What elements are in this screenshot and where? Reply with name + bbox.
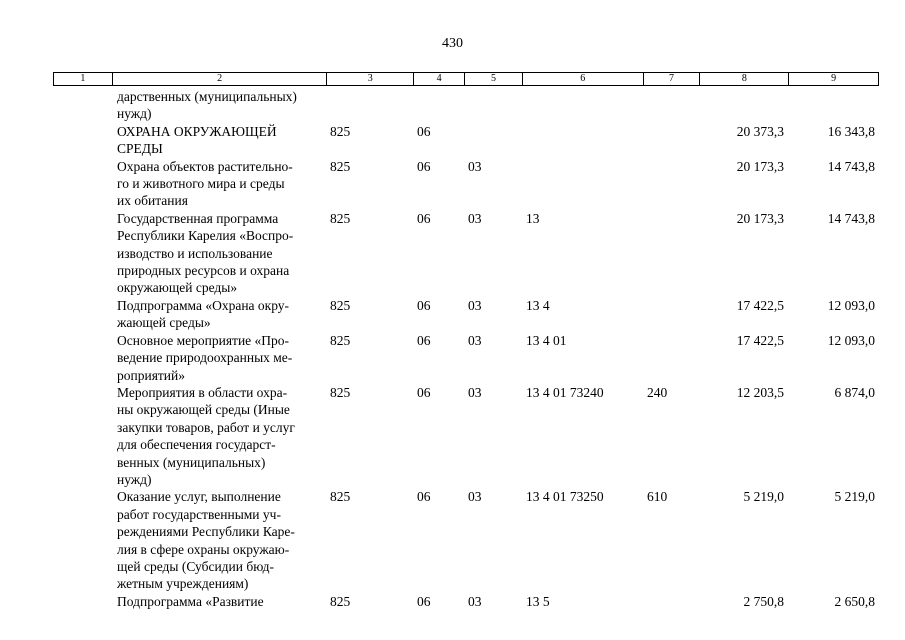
table-row bbox=[53, 297, 879, 332]
header-col-3: 3 bbox=[326, 73, 413, 85]
cell-name bbox=[111, 158, 326, 210]
cell-c9 bbox=[789, 88, 879, 123]
table-row bbox=[53, 88, 879, 123]
name-line: Основное мероприятие «Про- bbox=[117, 332, 290, 348]
cell-c5: 03 bbox=[468, 158, 482, 174]
cell-c8: 2 750,8 bbox=[743, 593, 784, 609]
cell-c3: 825 bbox=[330, 593, 351, 609]
cell-c7 bbox=[643, 297, 700, 332]
header-col-2: 2 bbox=[112, 73, 326, 85]
cell-name bbox=[111, 332, 326, 384]
cell-c8: 20 373,3 bbox=[736, 123, 784, 139]
name-line: работ государственными уч- bbox=[117, 506, 281, 522]
table-row bbox=[53, 123, 879, 158]
cell-c6: 13 5 bbox=[526, 593, 550, 609]
cell-c5: 03 bbox=[468, 384, 482, 400]
cell-name bbox=[111, 297, 326, 332]
name-line: для обеспечения государст- bbox=[117, 437, 276, 453]
cell-col-1 bbox=[53, 210, 111, 297]
cell-c8: 17 422,5 bbox=[736, 297, 784, 313]
header-col-7: 7 bbox=[643, 73, 700, 85]
cell-col-1 bbox=[53, 158, 111, 210]
cell-c4: 06 bbox=[417, 158, 431, 174]
cell-col-1 bbox=[53, 88, 111, 123]
header-col-4: 4 bbox=[413, 73, 464, 85]
cell-c3: 825 bbox=[330, 210, 351, 226]
cell-c8: 20 173,3 bbox=[736, 210, 784, 226]
cell-c3: 825 bbox=[330, 158, 351, 174]
cell-c9: 14 743,8 bbox=[827, 210, 875, 226]
cell-c9: 14 743,8 bbox=[827, 158, 875, 174]
cell-c7 bbox=[643, 158, 700, 210]
cell-col-1 bbox=[53, 488, 111, 592]
cell-col-1 bbox=[53, 297, 111, 332]
cell-c6 bbox=[522, 88, 643, 123]
page-number: 430 bbox=[442, 36, 463, 51]
name-line: Республики Карелия «Воспро- bbox=[117, 228, 294, 244]
cell-c7 bbox=[643, 210, 700, 297]
cell-c8: 20 173,3 bbox=[736, 158, 784, 174]
header-col-5: 5 bbox=[464, 73, 522, 85]
cell-col-1 bbox=[53, 123, 111, 158]
cell-c8: 5 219,0 bbox=[743, 489, 784, 505]
cell-c5: 03 bbox=[468, 332, 482, 348]
cell-c6: 13 4 01 73240 bbox=[526, 384, 604, 400]
cell-c5: 03 bbox=[468, 593, 482, 609]
cell-name bbox=[111, 210, 326, 297]
cell-c3: 825 bbox=[330, 384, 351, 400]
table-header bbox=[53, 72, 879, 86]
table-row bbox=[53, 332, 879, 384]
name-line: Мероприятия в области охра- bbox=[117, 384, 288, 400]
name-line: ны окружающей среды (Иные bbox=[117, 402, 290, 418]
cell-name bbox=[111, 384, 326, 488]
cell-c4: 06 bbox=[417, 123, 431, 139]
cell-c5: 03 bbox=[468, 489, 482, 505]
cell-name bbox=[111, 593, 326, 610]
name-line: их обитания bbox=[117, 193, 188, 209]
cell-c9: 6 874,0 bbox=[834, 384, 875, 400]
cell-name bbox=[111, 123, 326, 158]
cell-col-1 bbox=[53, 593, 111, 610]
name-line: Оказание услуг, выполнение bbox=[117, 489, 281, 505]
name-line: жающей среды» bbox=[117, 315, 211, 331]
name-line: го и животного мира и среды bbox=[117, 176, 285, 192]
name-line: Охрана объектов растительно- bbox=[117, 158, 293, 174]
cell-c9: 12 093,0 bbox=[827, 297, 875, 313]
table-row bbox=[53, 384, 879, 488]
cell-c7 bbox=[643, 123, 700, 158]
name-line: природных ресурсов и охрана bbox=[117, 263, 290, 279]
name-line: нужд) bbox=[117, 471, 152, 487]
name-line: Подпрограмма «Развитие bbox=[117, 593, 264, 609]
header-col-1: 1 bbox=[80, 73, 86, 84]
cell-c9: 5 219,0 bbox=[834, 489, 875, 505]
cell-name bbox=[111, 488, 326, 592]
name-line: ведение природоохранных ме- bbox=[117, 350, 293, 366]
name-line: лия в сфере охраны окружаю- bbox=[117, 541, 290, 557]
cell-c6: 13 4 01 73250 bbox=[526, 489, 604, 505]
name-line: закупки товаров, работ и услуг bbox=[117, 419, 295, 435]
cell-c6: 13 4 bbox=[526, 297, 550, 313]
name-line: СРЕДЫ bbox=[117, 141, 163, 157]
cell-c4: 06 bbox=[417, 297, 431, 313]
table-row bbox=[53, 210, 879, 297]
cell-c7: 610 bbox=[647, 489, 668, 505]
cell-col-1 bbox=[53, 332, 111, 384]
cell-c7: 240 bbox=[647, 384, 668, 400]
cell-c8: 12 203,5 bbox=[736, 384, 784, 400]
name-line: окружающей среды» bbox=[117, 280, 238, 296]
name-line: Государственная программа bbox=[117, 210, 279, 226]
name-line: роприятий» bbox=[117, 367, 186, 383]
cell-c4: 06 bbox=[417, 489, 431, 505]
header-col-9: 9 bbox=[788, 73, 878, 85]
cell-c7 bbox=[643, 593, 700, 610]
cell-c9: 16 343,8 bbox=[827, 123, 875, 139]
name-line: жетным учреждениям) bbox=[117, 576, 249, 592]
table-row bbox=[53, 488, 879, 592]
cell-c6 bbox=[522, 123, 643, 158]
name-line: изводство и использование bbox=[117, 245, 273, 261]
cell-c7 bbox=[643, 332, 700, 384]
cell-c5: 03 bbox=[468, 210, 482, 226]
cell-c6: 13 bbox=[526, 210, 540, 226]
cell-name bbox=[111, 88, 326, 123]
cell-c3: 825 bbox=[330, 123, 351, 139]
table-row bbox=[53, 158, 879, 210]
name-line: дарственных (муниципальных) bbox=[117, 89, 297, 104]
name-line: реждениями Республики Каре- bbox=[117, 524, 295, 540]
cell-c4: 06 bbox=[417, 384, 431, 400]
cell-c4 bbox=[413, 88, 464, 123]
cell-c9: 2 650,8 bbox=[834, 593, 875, 609]
cell-c3: 825 bbox=[330, 332, 351, 348]
name-line: венных (муниципальных) bbox=[117, 454, 266, 470]
cell-c3: 825 bbox=[330, 297, 351, 313]
cell-c5 bbox=[464, 123, 522, 158]
table-row bbox=[53, 593, 879, 610]
name-line: ОХРАНА ОКРУЖАЮЩЕЙ bbox=[117, 123, 277, 139]
name-line: щей среды (Субсидии бюд- bbox=[117, 558, 275, 574]
cell-c6 bbox=[522, 158, 643, 210]
cell-c4: 06 bbox=[417, 210, 431, 226]
cell-c6: 13 4 01 bbox=[526, 332, 567, 348]
table-body bbox=[53, 88, 879, 610]
cell-c4: 06 bbox=[417, 332, 431, 348]
cell-c9: 12 093,0 bbox=[827, 332, 875, 348]
cell-c4: 06 bbox=[417, 593, 431, 609]
cell-c8: 17 422,5 bbox=[736, 332, 784, 348]
header-col-8: 8 bbox=[699, 73, 788, 85]
cell-c5: 03 bbox=[468, 297, 482, 313]
cell-c7 bbox=[643, 88, 700, 123]
cell-c3 bbox=[326, 88, 413, 123]
name-line: Подпрограмма «Охрана окру- bbox=[117, 297, 290, 313]
header-col-6: 6 bbox=[522, 73, 643, 85]
cell-c5 bbox=[464, 88, 522, 123]
cell-c8 bbox=[700, 88, 789, 123]
cell-c3: 825 bbox=[330, 489, 351, 505]
cell-col-1 bbox=[53, 384, 111, 488]
name-line: нужд) bbox=[117, 106, 152, 122]
